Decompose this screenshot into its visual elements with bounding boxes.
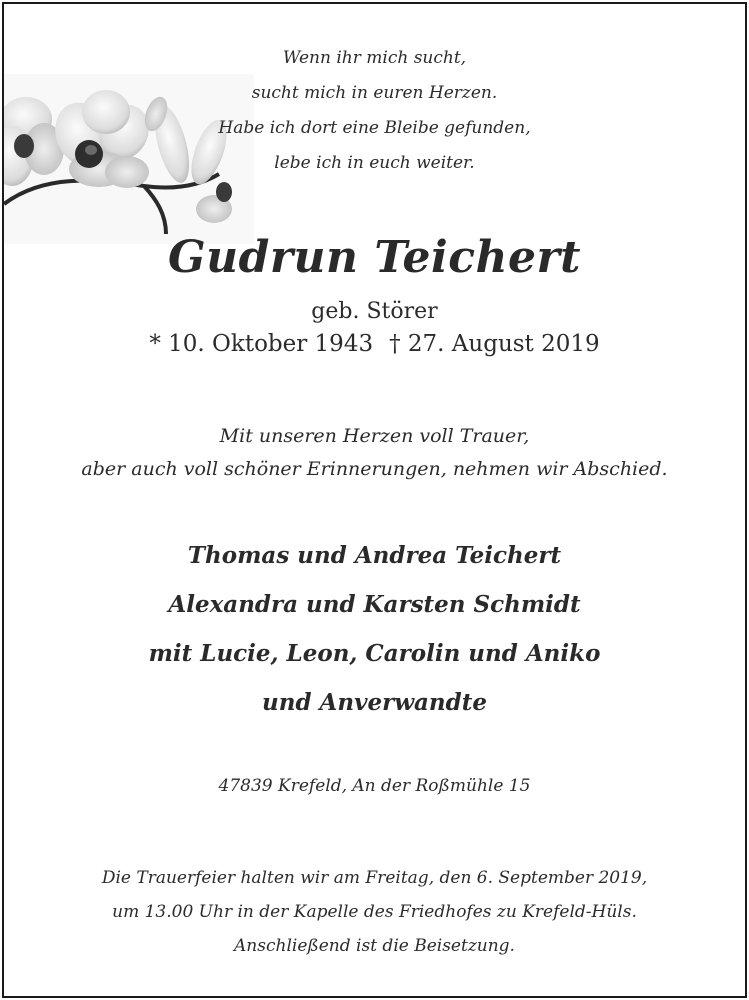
mourning-line: aber auch voll schöner Erinnerungen, nehmen wir Abschied. — [81, 458, 668, 480]
poem-line: lebe ich in euch weiter. — [274, 153, 475, 173]
obituary-card — [2, 2, 747, 998]
deceased-name: Gudrun Teichert — [168, 232, 581, 283]
family-line: Thomas und Andrea Teichert — [187, 542, 562, 569]
life-dates — [4, 331, 745, 357]
service-line: um 13.00 Uhr in der Kapelle des Friedhofes zu Krefeld-Hüls. — [112, 902, 637, 922]
poem-line: sucht mich in euren Herzen. — [251, 83, 498, 103]
address: 47839 Krefeld, An der Roßmühle 15 — [218, 776, 531, 796]
death-date: † 27. August 2019 — [389, 331, 600, 357]
birth-date: * 10. Oktober 1943 — [149, 331, 374, 357]
family-line: Alexandra und Karsten Schmidt — [168, 591, 581, 618]
family-line: mit Lucie, Leon, Carolin und Aniko — [148, 640, 601, 667]
poem-line: Wenn ihr mich sucht, — [282, 48, 467, 68]
mourning-line: Mit unseren Herzen voll Trauer, — [219, 425, 530, 447]
maiden-name: geb. Störer — [311, 299, 438, 324]
service-line: Anschließend ist die Beisetzung. — [234, 936, 515, 956]
family-line: und Anverwandte — [262, 689, 487, 716]
poem-line: Habe ich dort eine Bleibe gefunden, — [218, 118, 531, 138]
service-line: Die Trauerfeier halten wir am Freitag, den 6. September 2019, — [101, 868, 648, 888]
